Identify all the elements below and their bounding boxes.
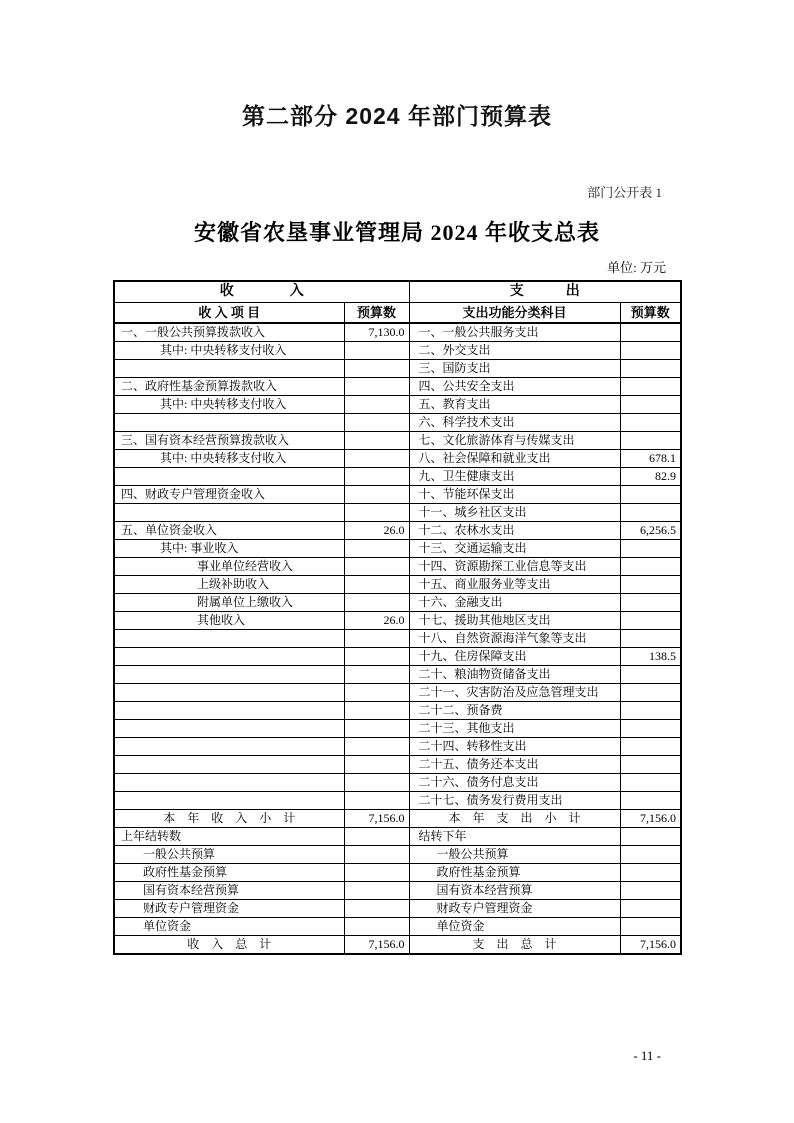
table-row [114,774,681,792]
income-budget-cell [344,540,409,558]
table-row [114,450,681,468]
expense-budget-cell [620,378,681,396]
expense-item-cell: 十九、住房保障支出 [409,648,620,666]
table-row [114,738,681,756]
table-row [114,342,681,360]
income-item-cell: 二、政府性基金预算拨款收入 [114,378,344,396]
table-row [114,594,681,612]
income-budget-cell [344,594,409,612]
expense-item-cell: 二十五、债务还本支出 [409,756,620,774]
table-row [114,630,681,648]
income-item-cell [114,648,344,666]
budget-table [113,280,682,955]
expense-item-cell: 五、教育支出 [409,396,620,414]
table-row [114,522,681,540]
expense-budget-cell [620,720,681,738]
expense-item-cell: 结转下年 [409,828,620,846]
expense-item-cell: 一、一般公共服务支出 [409,323,620,342]
table-row [114,378,681,396]
expense-item-cell: 十三、交通运输支出 [409,540,620,558]
expense-item-cell: 十二、农林水支出 [409,522,620,540]
income-budget-cell [344,666,409,684]
expense-budget-cell [620,756,681,774]
table-label: 部门公开表 1 [587,185,662,200]
table-row [114,792,681,810]
table-row [114,396,681,414]
income-budget-cell [344,864,409,882]
income-item-cell: 政府性基金预算 [114,864,344,882]
income-budget-cell: 7,156.0 [344,936,409,955]
income-item-cell: 收 入 总 计 [114,936,344,955]
expense-item-cell: 九、卫生健康支出 [409,468,620,486]
expense-budget-cell [620,396,681,414]
expense-budget-cell [620,486,681,504]
expense-budget-header: 预算数 [620,303,681,324]
expense-item-cell: 二十、粮油物资储备支出 [409,666,620,684]
expense-budget-cell: 678.1 [620,450,681,468]
income-section-header: 收 入 [114,281,409,303]
total-row [114,936,681,955]
expense-budget-cell [620,882,681,900]
expense-item-cell: 一般公共预算 [409,846,620,864]
income-budget-cell [344,414,409,432]
income-item-cell: 其中: 事业收入 [114,540,344,558]
expense-budget-cell [620,432,681,450]
income-budget-cell [344,720,409,738]
expense-item-cell: 二、外交支出 [409,342,620,360]
expense-budget-cell [620,414,681,432]
expense-budget-cell [620,666,681,684]
income-item-cell [114,414,344,432]
expense-budget-cell [620,918,681,936]
sum-row [114,810,681,828]
expense-item-cell: 六、科学技术支出 [409,414,620,432]
income-item-cell: 其中: 中央转移支付收入 [114,396,344,414]
income-budget-cell [344,468,409,486]
income-item-cell: 上级补助收入 [114,576,344,594]
income-item-cell [114,666,344,684]
income-item-cell: 事业单位经营收入 [114,558,344,576]
income-item-cell [114,468,344,486]
expense-item-cell: 国有资本经营预算 [409,882,620,900]
table-row [114,486,681,504]
expense-budget-cell: 138.5 [620,648,681,666]
table-row [114,828,681,846]
income-budget-cell: 7,130.0 [344,323,409,342]
table-row [114,612,681,630]
income-budget-cell: 26.0 [344,522,409,540]
expense-item-cell: 十、节能环保支出 [409,486,620,504]
expense-item-cell: 十五、商业服务业等支出 [409,576,620,594]
table-row [114,666,681,684]
income-item-cell: 单位资金 [114,918,344,936]
table-row [114,864,681,882]
income-item-header: 收 入 项 目 [114,303,344,324]
expense-item-cell: 十四、资源勘探工业信息等支出 [409,558,620,576]
income-budget-cell [344,846,409,864]
expense-budget-cell: 82.9 [620,468,681,486]
income-item-cell: 其中: 中央转移支付收入 [114,450,344,468]
expense-budget-cell: 7,156.0 [620,936,681,955]
income-budget-cell [344,774,409,792]
table-row [114,648,681,666]
income-budget-cell [344,378,409,396]
expense-item-cell: 四、公共安全支出 [409,378,620,396]
expense-item-cell: 二十三、其他支出 [409,720,620,738]
income-budget-cell [344,684,409,702]
income-item-cell [114,702,344,720]
income-item-cell [114,504,344,522]
expense-item-header: 支出功能分类科目 [409,303,620,324]
expense-item-cell: 十六、金融支出 [409,594,620,612]
income-budget-cell [344,504,409,522]
expense-budget-cell: 6,256.5 [620,522,681,540]
table-row [114,540,681,558]
expense-budget-cell [620,900,681,918]
income-item-cell: 本 年 收 入 小 计 [114,810,344,828]
expense-budget-cell [620,738,681,756]
income-budget-cell [344,648,409,666]
expense-item-cell: 本 年 支 出 小 计 [409,810,620,828]
table-row [114,558,681,576]
income-item-cell [114,738,344,756]
expense-budget-cell [620,504,681,522]
expense-budget-cell [620,630,681,648]
income-item-cell [114,756,344,774]
income-budget-cell [344,558,409,576]
expense-budget-cell [620,846,681,864]
table-row [114,323,681,342]
expense-item-cell: 二十四、转移性支出 [409,738,620,756]
income-item-cell [114,720,344,738]
expense-budget-cell [620,612,681,630]
income-item-cell: 其他收入 [114,612,344,630]
expense-item-cell: 十八、自然资源海洋气象等支出 [409,630,620,648]
income-item-cell: 上年结转数 [114,828,344,846]
expense-item-cell: 财政专户管理资金 [409,900,620,918]
income-item-cell: 财政专户管理资金 [114,900,344,918]
income-item-cell [114,792,344,810]
expense-budget-cell [620,360,681,378]
income-budget-cell [344,450,409,468]
table-row [114,882,681,900]
part-title: 第二部分 2024 年部门预算表 [242,103,552,129]
income-budget-cell [344,630,409,648]
expense-item-cell: 二十七、债务发行费用支出 [409,792,620,810]
page-number: - 11 - [633,1048,661,1063]
income-item-cell: 一般公共预算 [114,846,344,864]
income-item-cell [114,774,344,792]
expense-item-cell: 十一、城乡社区支出 [409,504,620,522]
expense-budget-cell [620,342,681,360]
table-row [114,720,681,738]
income-item-cell: 附属单位上缴收入 [114,594,344,612]
expense-item-cell: 二十一、灾害防治及应急管理支出 [409,684,620,702]
table-row [114,756,681,774]
table-row [114,360,681,378]
table-row [114,918,681,936]
expense-item-cell: 政府性基金预算 [409,864,620,882]
income-item-cell: 四、财政专户管理资金收入 [114,486,344,504]
expense-item-cell: 七、文化旅游体育与传媒支出 [409,432,620,450]
unit-note: 单位: 万元 [607,260,666,275]
table-row [114,846,681,864]
expense-item-cell: 二十二、预备费 [409,702,620,720]
income-budget-cell [344,486,409,504]
table-row [114,576,681,594]
expense-item-cell: 三、国防支出 [409,360,620,378]
income-budget-cell [344,792,409,810]
income-item-cell [114,360,344,378]
table-row [114,900,681,918]
expense-budget-cell: 7,156.0 [620,810,681,828]
income-item-cell: 其中: 中央转移支付收入 [114,342,344,360]
income-budget-cell: 26.0 [344,612,409,630]
expense-item-cell: 十七、援助其他地区支出 [409,612,620,630]
income-budget-cell [344,882,409,900]
income-budget-cell [344,576,409,594]
income-item-cell: 五、单位资金收入 [114,522,344,540]
income-item-cell [114,630,344,648]
income-item-cell: 一、一般公共预算拨款收入 [114,323,344,342]
income-item-cell: 国有资本经营预算 [114,882,344,900]
expense-budget-cell [620,558,681,576]
expense-budget-cell [620,792,681,810]
expense-budget-cell [620,323,681,342]
section-header-row [114,281,681,303]
income-budget-cell [344,432,409,450]
expense-budget-cell [620,684,681,702]
table-row [114,684,681,702]
income-budget-cell [344,756,409,774]
income-budget-cell [344,900,409,918]
expense-budget-cell [620,702,681,720]
income-budget-cell [344,828,409,846]
expense-item-cell: 八、社会保障和就业支出 [409,450,620,468]
income-budget-cell [344,396,409,414]
budget-table-body [114,323,681,954]
income-item-cell: 三、国有资本经营预算拨款收入 [114,432,344,450]
table-title: 安徽省农垦事业管理局 2024 年收支总表 [193,220,600,245]
income-budget-header: 预算数 [344,303,409,324]
expense-budget-cell [620,594,681,612]
expense-item-cell: 支 出 总 计 [409,936,620,955]
expense-budget-cell [620,540,681,558]
income-budget-cell [344,918,409,936]
income-budget-cell [344,342,409,360]
income-budget-cell [344,702,409,720]
table-row [114,414,681,432]
expense-budget-cell [620,864,681,882]
income-budget-cell [344,360,409,378]
table-row [114,702,681,720]
income-budget-cell: 7,156.0 [344,810,409,828]
income-budget-cell [344,738,409,756]
expense-budget-cell [620,774,681,792]
table-row [114,468,681,486]
table-row [114,432,681,450]
column-header-row [114,303,681,324]
table-row [114,504,681,522]
expense-budget-cell [620,828,681,846]
income-item-cell [114,684,344,702]
expense-item-cell: 二十六、债务付息支出 [409,774,620,792]
expense-budget-cell [620,576,681,594]
expense-section-header: 支 出 [409,281,681,303]
expense-item-cell: 单位资金 [409,918,620,936]
